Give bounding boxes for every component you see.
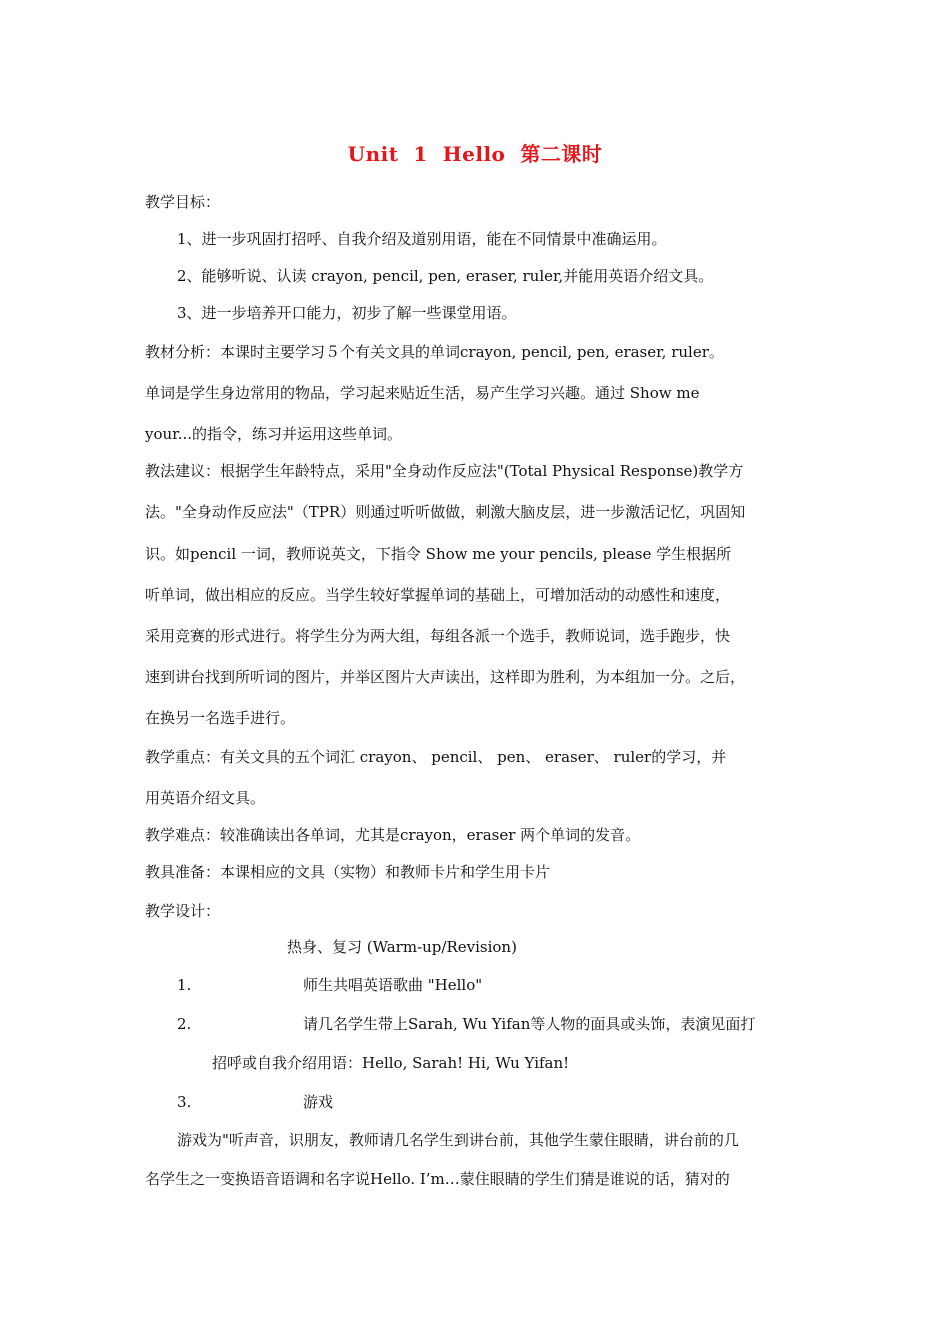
paragraph-line: 教法建议：根据学生年龄特点，采用"全身动作反应法"(Total Physical Response)教学方	[145, 462, 744, 480]
paragraph-line: 游戏为"听声音，识朋友，教师请几名学生到讲台前，其他学生蒙住眼睛，讲台前的几	[177, 1131, 739, 1149]
paragraph-line: 法。"全身动作反应法"（TPR）则通过听听做做，刺激大脑皮层，进一步激活记忆，巩固知	[145, 503, 746, 521]
paragraph-line: 听单词，做出相应的反应。当学生较好掌握单词的基础上，可增加活动的动感性和速度，	[145, 586, 731, 604]
document-title: Unit 1 Hello 第二课时	[347, 142, 603, 166]
step-number: 2.	[177, 1015, 192, 1033]
paragraph-line: 名学生之一变换语音语调和名字说Hello. I’m…蒙住眼睛的学生们猜是谁说的话，猜对的	[145, 1170, 730, 1188]
paragraph-line: 在换另一名选手进行。	[145, 709, 296, 727]
paragraph-line: 教具准备：本课相应的文具（实物）和教师卡片和学生用卡片	[145, 863, 551, 881]
paragraph-line: 用英语介绍文具。	[145, 789, 266, 807]
step-text: 师生共唱英语歌曲 "Hello"	[303, 976, 483, 994]
section-label-design: 教学设计：	[145, 902, 221, 920]
step-text: 游戏	[303, 1093, 334, 1111]
section-label-objectives: 教学目标：	[145, 193, 221, 211]
paragraph-line: your...的指令，练习并运用这些单词。	[145, 425, 402, 443]
step-number: 3.	[177, 1093, 192, 1111]
section-heading: 热身、复习 (Warm-up/Revision)	[287, 938, 517, 956]
paragraph-line: 教材分析：本课时主要学习５个有关文具的单词crayon, pencil, pen, eraser, ruler。	[145, 343, 724, 361]
paragraph-line: 速到讲台找到所听词的图片，并举区图片大声读出，这样即为胜利，为本组加一分。之后，	[145, 668, 746, 686]
objective-item: 2、能够听说、认读 crayon, pencil, pen, eraser, ruler,并能用英语介绍文具。	[177, 267, 714, 285]
objective-item: 1、进一步巩固打招呼、自我介绍及道别用语，能在不同情景中准确运用。	[177, 230, 667, 248]
objective-item: 3、进一步培养开口能力，初步了解一些课堂用语。	[177, 304, 517, 322]
step-text: 请几名学生带上Sarah, Wu Yifan等人物的面具或头饰，表演见面打	[303, 1015, 756, 1033]
step-number: 1.	[177, 976, 192, 994]
paragraph-line: 教学难点：较准确读出各单词，尤其是crayon，eraser 两个单词的发音。	[145, 826, 641, 844]
step-text-continuation: 招呼或自我介绍用语：Hello, Sarah! Hi, Wu Yifan!	[212, 1054, 570, 1072]
paragraph-line: 识。如pencil 一词，教师说英文，下指令 Show me your pencils, please 学生根据所	[145, 545, 732, 563]
paragraph-line: 教学重点：有关文具的五个词汇 crayon、 pencil、 pen、 eraser、 ruler的学习，并	[145, 748, 727, 766]
paragraph-line: 单词是学生身边常用的物品，学习起来贴近生活，易产生学习兴趣。通过 Show me	[145, 384, 700, 402]
paragraph-line: 采用竞赛的形式进行。将学生分为两大组，每组各派一个选手，教师说词，选手跑步，快	[145, 627, 731, 645]
